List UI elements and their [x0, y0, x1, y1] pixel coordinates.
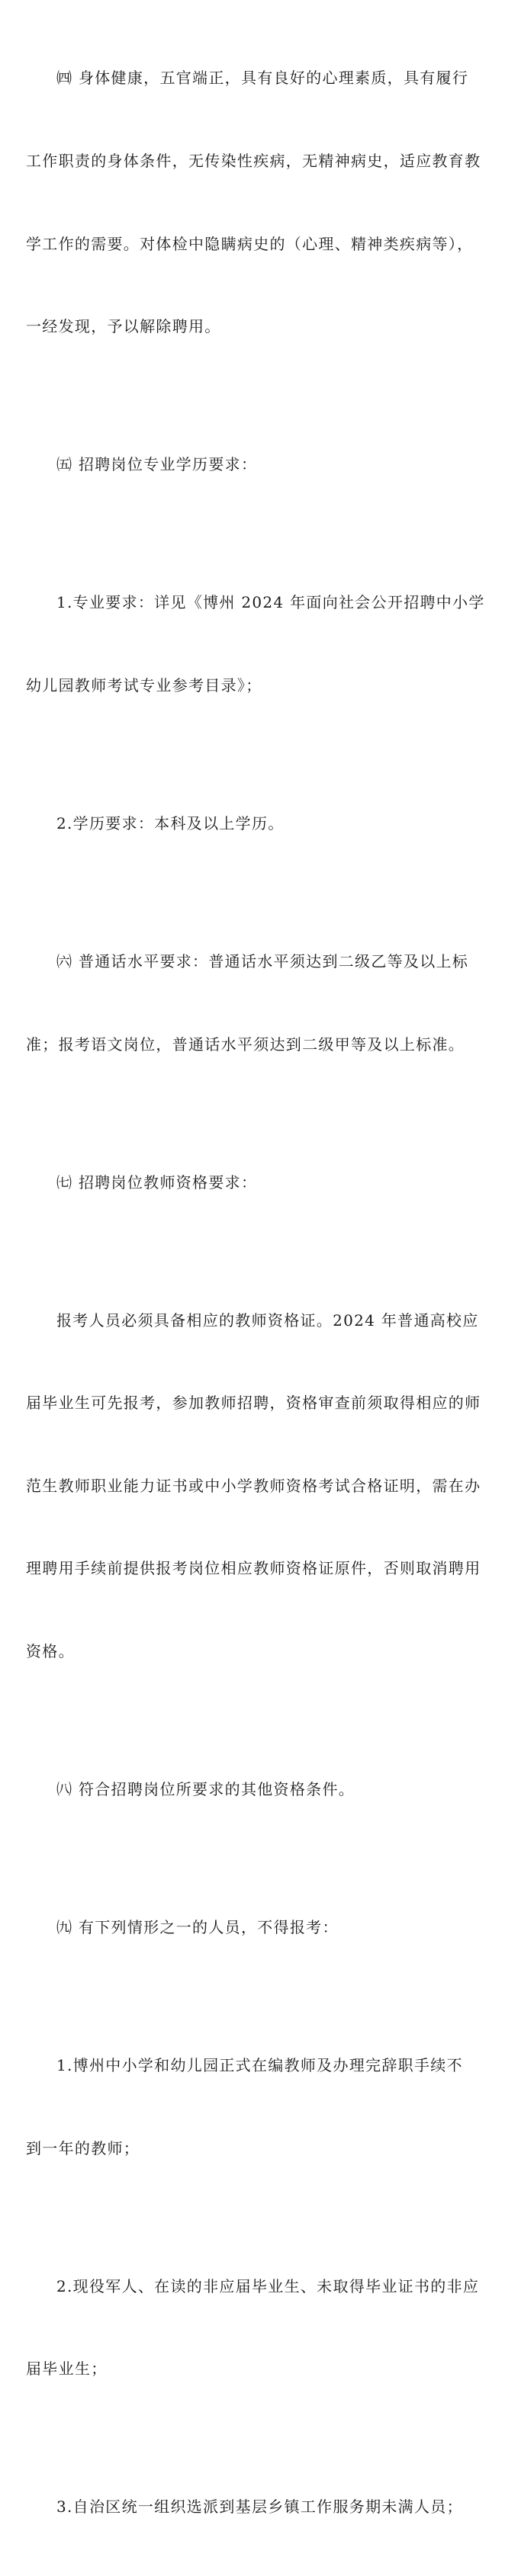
text-line: 准；报考语文岗位，普通话水平须达到二级甲等及以上标准。 [26, 1035, 465, 1054]
paragraph-health-requirement [26, 9, 482, 396]
paragraph-teacher-certificate [26, 1251, 482, 1720]
paragraph-major-requirement [26, 534, 485, 755]
text-line: 1.专业要求：详见《博州 2024 年面向社会公开招聘中小学 [56, 593, 485, 612]
text-line: ㈥ 普通话水平要求：普通话水平须达到二级乙等及以上标 [56, 951, 469, 970]
text-line: 资格。 [26, 1641, 75, 1660]
text-line: ㈧ 符合招聘岗位所要求的其他资格条件。 [56, 1780, 355, 1798]
text-line: 1.博州中小学和幼儿园正式在编教师及办理完辞职手续不 [56, 2056, 463, 2075]
paragraph-exclusion-1 [26, 1997, 482, 2218]
text-line: 学工作的需要。对体检中隐瞒病史的（心理、精神类疾病等）， [26, 234, 474, 253]
paragraph-other-conditions [26, 1721, 482, 1859]
text-line: 幼儿园教师考试专业参考目录》； [26, 675, 262, 695]
paragraph-mandarin-requirement [26, 893, 482, 1114]
text-line: 届毕业生可先报考，参加教师招聘，资格审查前须取得相应的师 [26, 1394, 481, 1413]
text-line: 一经发现，予以解除聘用。 [26, 317, 221, 336]
paragraph-education-heading [26, 396, 482, 534]
text-line: ㈤ 招聘岗位专业学历要求： [56, 455, 258, 474]
paragraph-teacher-qualification-heading [26, 1113, 482, 1251]
text-line: 报考人员必须具备相应的教师资格证。2024 年普通高校应 [56, 1310, 479, 1330]
text-line: 届毕业生； [26, 2359, 108, 2379]
text-line: 2.学历要求：本科及以上学历。 [56, 813, 285, 832]
paragraph-degree-requirement [26, 754, 482, 892]
text-line: 2.现役军人、在读的非应届毕业生、未取得毕业证书的非应 [56, 2276, 480, 2295]
text-line: 范生教师职业能力证书或中小学教师资格考试合格证明，需在办 [26, 1476, 481, 1495]
paragraph-exclusions-heading [26, 1859, 482, 1997]
paragraph-exclusion-3 [26, 2438, 482, 2576]
text-line: ㈨ 有下列情形之一的人员，不得报考： [56, 1918, 339, 1937]
paragraph-exclusion-2 [26, 2217, 482, 2438]
text-line: 3.自治区统一组织选派到基层乡镇工作服务期未满人员； [56, 2497, 463, 2517]
text-line: 理聘用手续前提供报考岗位相应教师资格证原件，否则取消聘用 [26, 1559, 481, 1578]
text-line: ㈣ 身体健康，五官端正，具有良好的心理素质，具有履行 [56, 69, 469, 88]
text-line: 到一年的教师； [26, 2138, 140, 2157]
text-line: ㈦ 招聘岗位教师资格要求： [56, 1173, 258, 1192]
text-line: 工作职责的身体条件，无传染性疾病，无精神病史，适应教育教 [26, 152, 481, 171]
